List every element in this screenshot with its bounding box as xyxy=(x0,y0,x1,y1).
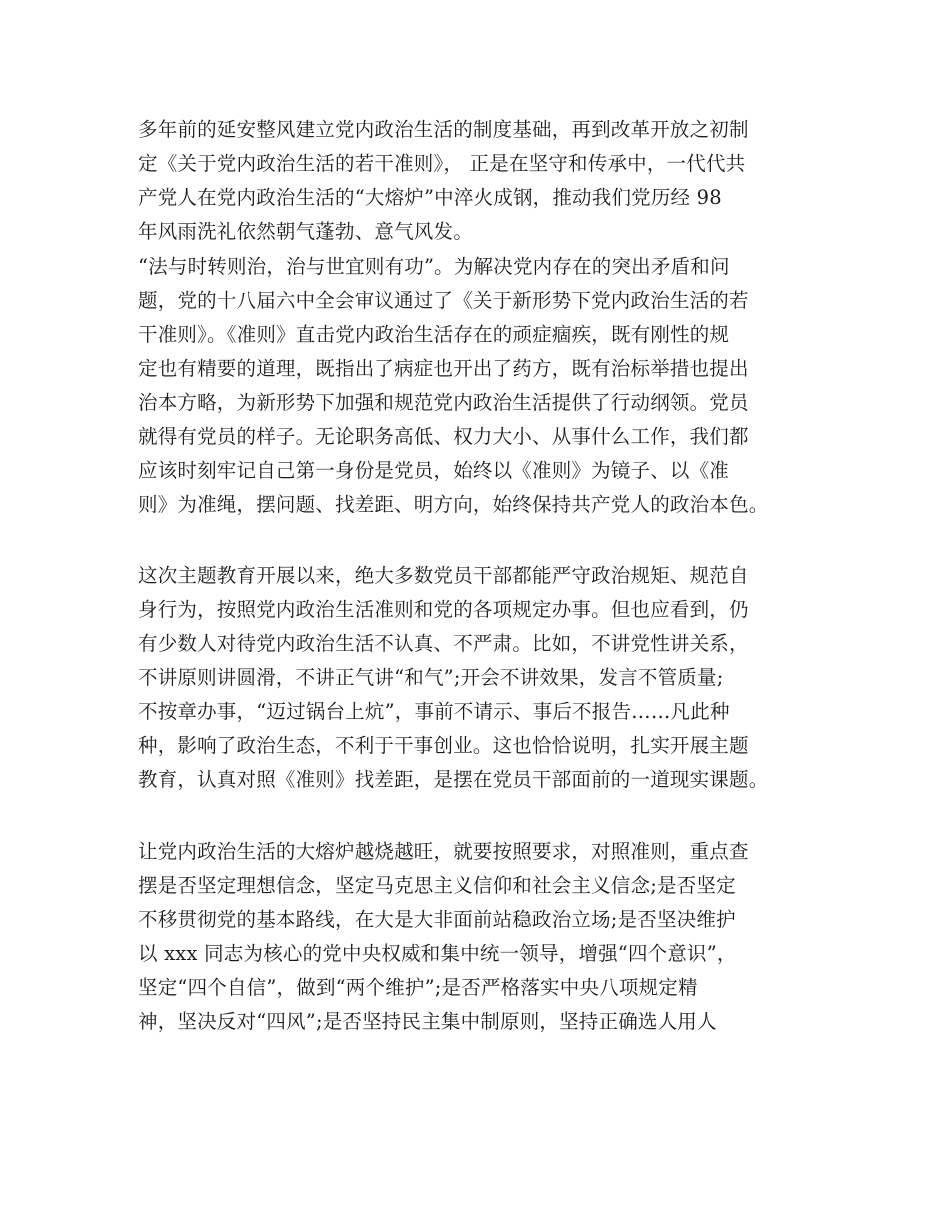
text-line: 产党人在党内政治生活的“大熔炉”中淬火成钢，推动我们党历经 98 xyxy=(138,186,722,209)
text-line: 身行为，按照党内政治生活准则和党的各项规定办事。但也应看到，仍 xyxy=(138,598,749,621)
text-line: 这次主题教育开展以来，绝大多数党员干部都能严守政治规矩、规范自 xyxy=(138,564,749,587)
text-line: 坚定“四个自信”，做到“两个维护”;是否严格落实中央八项规定精 xyxy=(138,976,698,999)
text-line: 定《关于党内政治生活的若干准则》， 正是在坚守和传承中，一代代共 xyxy=(138,152,746,175)
text-line: 不讲原则讲圆滑，不讲正气讲“和气”;开会不讲效果，发言不管质量; xyxy=(138,666,724,689)
text-line: 年风雨洗礼依然朝气蓬勃、意气风发。 xyxy=(138,220,473,243)
text-line: 题，党的十八届六中全会审议通过了《关于新形势下党内政治生活的若 xyxy=(138,289,749,312)
text-line: 教育，认真对照《准则》找差距，是摆在党员干部面前的一道现实课题。 xyxy=(138,768,769,791)
text-line: 种，影响了政治生态，不利于干事创业。这也恰恰说明，扎实开展主题 xyxy=(138,734,749,757)
text-line: 以 xxx 同志为核心的党中央权威和集中统一领导，增强“四个意识”， xyxy=(138,942,737,965)
text-line: 则》为准绳，摆问题、找差距、明方向，始终保持共产党人的政治本色。 xyxy=(138,493,769,516)
text-line: 干准则》。《准则》直击党内政治生活存在的顽症痼疾，既有刚性的规 xyxy=(138,323,730,346)
text-line: “法与时转则治，治与世宜则有功”。为解决党内存在的突出矛盾和问 xyxy=(138,255,730,278)
text-line: 神，坚决反对“四风”;是否坚持民主集中制原则，坚持正确选人用人 xyxy=(138,1010,717,1033)
text-line: 不移贯彻党的基本路线，在大是大非面前站稳政治立场;是否坚决维护 xyxy=(138,908,736,931)
text-line: 有少数人对待党内政治生活不认真、不严肃。比如，不讲党性讲关系， xyxy=(138,632,749,655)
text-line: 就得有党员的样子。无论职务高低、权力大小、从事什么工作，我们都 xyxy=(138,425,749,448)
text-line: 定也有精要的道理，既指出了病症也开出了药方，既有治标举措也提出 xyxy=(138,357,749,380)
text-line: 多年前的延安整风建立党内政治生活的制度基础，再到改革开放之初制 xyxy=(138,118,749,141)
text-line: 治本方略，为新形势下加强和规范党内政治生活提供了行动纲领。党员 xyxy=(138,391,749,414)
text-line: 让党内政治生活的大熔炉越烧越旺，就要按照要求，对照准则，重点查 xyxy=(138,840,749,863)
text-line: 摆是否坚定理想信念，坚定马克思主义信仰和社会主义信念;是否坚定 xyxy=(138,874,736,897)
text-line: 应该时刻牢记自己第一身份是党员，始终以《准则》为镜子、以《准 xyxy=(138,459,730,482)
text-line: 不按章办事，“迈过锅台上炕”，事前不请示、事后不报告……凡此种 xyxy=(138,700,730,723)
